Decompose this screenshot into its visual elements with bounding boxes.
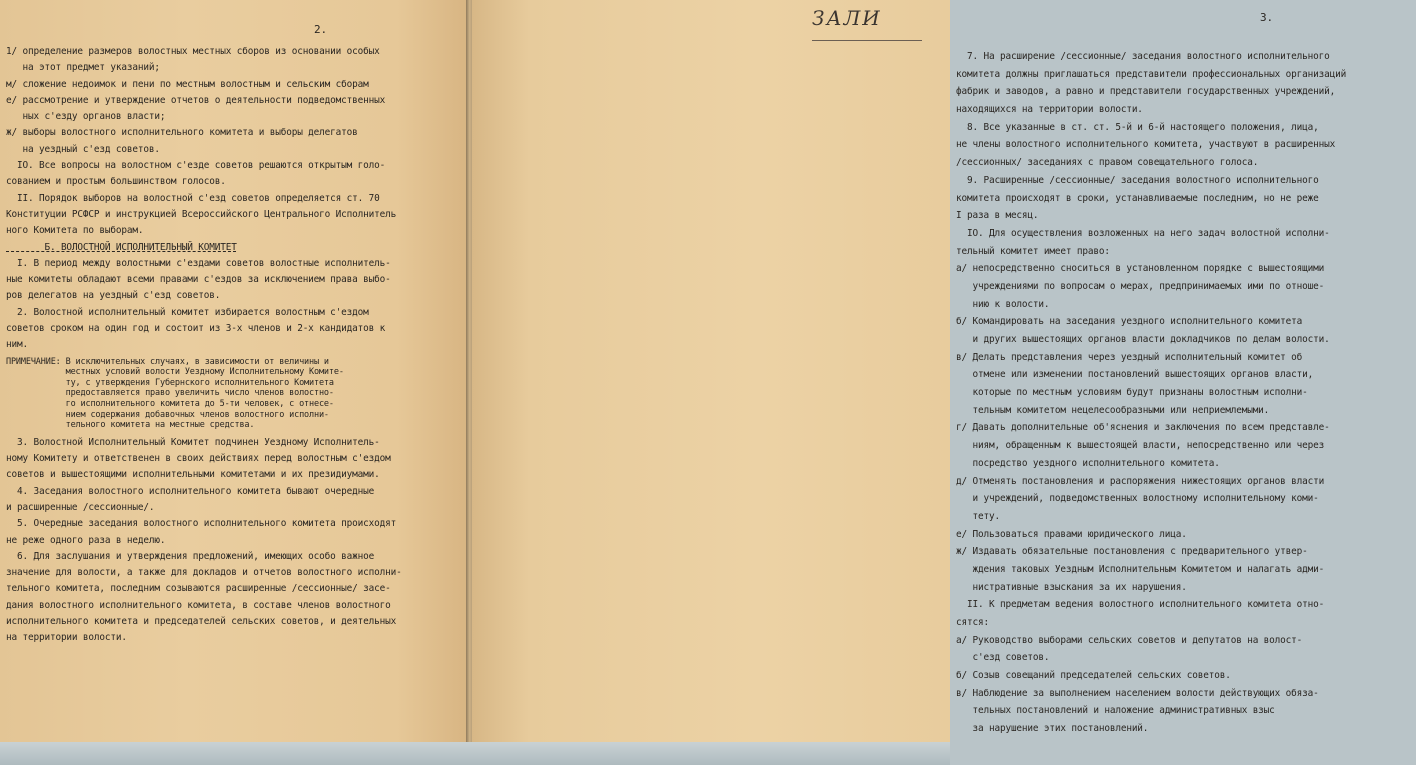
scan-background-strip — [0, 742, 950, 765]
text-line: 9. Расширенные /сессионные/ заседания волостного исполнительного — [956, 174, 1319, 186]
text-line: II. Порядок выборов на волостной с'езд советов определяется ст. 70 — [6, 192, 380, 204]
text-line: 8. Все указанные в ст. ст. 5-й и 6-й настоящего положения, лица, — [956, 121, 1319, 133]
page-number: 2. — [314, 23, 327, 36]
text-line: IO. Для осуществления возложенных на него задач волостной исполни- — [956, 227, 1330, 239]
text-line: за нарушение этих постановлений. — [956, 723, 1149, 735]
text-line: ПРИМЕЧАНИЕ: В исключительных случаях, в зависимости от величины и — [6, 356, 329, 367]
text-line: фабрик и заводов, а равно и представители государственных учреждений, — [956, 86, 1336, 98]
text-line: I. В период между волостными с'ездами советов волостные исполнитель- — [6, 257, 391, 269]
text-line: и других вышестоящих органов власти докладчиков по делам волости. — [956, 334, 1330, 345]
text-line: ним. — [6, 339, 28, 351]
section-heading: Б. ВОЛОСТНОЙ ИСПОЛНИТЕЛЬНЫЙ КОМИТЕТ — [6, 241, 237, 253]
text-line: е/ Пользоваться правами юридического лица. — [956, 528, 1187, 540]
text-line: 5. Очередные заседания волостного исполнительного комитета происходят — [6, 518, 397, 530]
text-line: комитета должны приглашаться представители профессиональных организаций — [956, 68, 1347, 80]
text-line: I раза в месяц. — [956, 210, 1039, 222]
text-line: а/ Руководство выборами сельских советов и депутатов на волост- — [956, 634, 1303, 646]
text-line: в/ Наблюдение за выполнением населением волости действующих обяза- — [956, 687, 1319, 699]
text-line: советов сроком на один год и состоит из 3-х членов и 2-х кандидатов к — [6, 323, 386, 335]
text-line: не члены волостного исполнительного комитета, участвуют в расширенных — [956, 139, 1336, 151]
right-page-text — [956, 48, 1416, 738]
text-line: ниям, обращенным к вышестоящей власти, непосредственно или через — [956, 440, 1325, 452]
text-line: тельным комитетом нецелесообразными или неприемлемыми. — [956, 404, 1270, 416]
text-line: тету. — [956, 510, 1000, 522]
text-line: на уездный с'езд советов. — [6, 143, 160, 155]
text-line: г/ Давать дополнительные об'яснения и заключения по всем представле- — [956, 422, 1330, 434]
text-line: нию к волости. — [956, 298, 1050, 310]
text-line: е/ рассмотрение и утверждение отчетов о деятельности подведомственных — [6, 94, 386, 106]
footnote-block — [6, 357, 462, 431]
text-line: в/ Делать представления через уездный исполнительный комитет об — [956, 351, 1303, 363]
text-line: 4. Заседания волостного исполнительного комитета бывают очередные — [6, 485, 375, 497]
left-page-text — [6, 44, 462, 647]
text-line: с'езд советов. — [956, 652, 1050, 664]
text-line: и расширенные /сессионные/. — [6, 501, 155, 513]
text-line: б/ Командировать на заседания уездного исполнительного комитета — [956, 316, 1303, 328]
text-line: и учреждений, подведомственных волостному исполнительному коми- — [956, 493, 1319, 505]
text-line: которые по местным условиям будут признаны волостным исполни- — [956, 387, 1308, 399]
text-line: советов и вышестоящими исполнительными комитетами и их президиумами. — [6, 469, 380, 481]
text-line: на территории волости. — [6, 632, 127, 644]
text-line: б/ Созыв совещаний председателей сельских советов. — [956, 670, 1231, 682]
text-line: исполнительного комитета и председателей сельских советов, и деятельных — [6, 616, 397, 628]
text-line: II. К предметам ведения волостного исполнительного комитета отно- — [956, 599, 1325, 611]
text-line: 3. Волостной Исполнительный Комитет подчинен Уездному Исполнитель- — [6, 436, 380, 448]
text-line: сятся: — [956, 617, 989, 628]
text-line: го исполнительного комитета до 5-ти человек, с отнесе- — [6, 399, 334, 410]
text-line: тельный комитет имеет право: — [956, 245, 1110, 257]
text-line: 1/ определение размеров волостных местных сборов из основании особых — [6, 46, 380, 57]
text-line: тельного комитета, последним созываются расширенные /сессионные/ засе- — [6, 583, 391, 595]
text-line: а/ непосредственно сноситься в установленном порядке с вышестоящими — [956, 263, 1325, 275]
left-page — [0, 0, 467, 742]
text-line: ному Комитету и ответственен в своих действиях перед волостным с'ездом — [6, 453, 391, 465]
text-line: ных с'езду органов власти; — [6, 111, 166, 123]
handwritten-mark: ЗАЛИ — [812, 6, 922, 41]
text-line: предоставляется право увеличить число членов волостно- — [6, 388, 334, 399]
text-line: не реже одного раза в неделю. — [6, 534, 166, 546]
text-line: IO. Все вопросы на волостном с'езде советов решаются открытым голо- — [6, 160, 386, 172]
text-line: местных условий волости Уездному Исполнительному Комите- — [6, 367, 344, 378]
text-line: значение для волости, а также для докладов и отчетов волостного исполни- — [6, 567, 402, 579]
text-line: 6. Для заслушания и утверждения предложений, имеющих особо важное — [6, 550, 375, 562]
text-line: д/ Отменять постановления и распоряжения нижестоящих органов власти — [956, 475, 1325, 487]
text-line: посредство уездного исполнительного комитета. — [956, 457, 1220, 469]
text-line: ту, с утверждения Губернского исполнительного Комитета — [6, 377, 334, 388]
text-line: на этот предмет указаний; — [6, 62, 160, 74]
text-line: тельных постановлений и наложение административных взыс — [956, 705, 1275, 717]
text-line: тельного комитета на местные средства. — [6, 420, 255, 431]
text-line: сованием и простым большинством голосов. — [6, 176, 226, 188]
text-line: находящихся на территории волости. — [956, 104, 1143, 116]
text-line: ные комитеты обладают всеми правами с'ездов за исключением права выбо- — [6, 274, 391, 286]
text-line: нистративные взыскания за их нарушения. — [956, 581, 1187, 593]
text-line: ров делегатов на уездный с'езд советов. — [6, 290, 221, 302]
text-line: учреждениями по вопросам о мерах, предпринимаемых ими по отноше- — [956, 280, 1325, 292]
text-line: нием содержания добавочных членов волостного исполни- — [6, 409, 329, 420]
right-page — [472, 0, 1347, 748]
page-number: 3. — [1260, 11, 1273, 24]
text-line: /сессионных/ заседаниях с правом совещательного голоса. — [956, 157, 1259, 169]
text-line: отмене или изменении постановлений вышестоящих органов власти, — [956, 369, 1314, 381]
text-line: ждения таковых Уездным Исполнительным Комитетом и налагать адми- — [956, 563, 1325, 575]
text-line: дания волостного исполнительного комитета, в составе членов волостного — [6, 599, 391, 611]
text-line: 2. Волостной исполнительный комитет избирается волостным с'ездом — [6, 306, 369, 318]
text-line: ного Комитета по выборам. — [6, 225, 144, 237]
text-line: ж/ Издавать обязательные постановления с предварительного утвер- — [956, 546, 1308, 558]
text-line: 7. На расширение /сессионные/ заседания волостного исполнительного — [956, 51, 1330, 62]
text-line: Конституции РСФСР и инструкцией Всероссийского Центрального Исполнитель — [6, 208, 397, 220]
text-line: комитета происходят в сроки, устанавливаемые последним, но не реже — [956, 192, 1319, 204]
text-line: ж/ выборы волостного исполнительного комитета и выборы делегатов — [6, 127, 358, 139]
text-line: м/ сложение недоимок и пени по местным волостным и сельским сборам — [6, 78, 369, 90]
